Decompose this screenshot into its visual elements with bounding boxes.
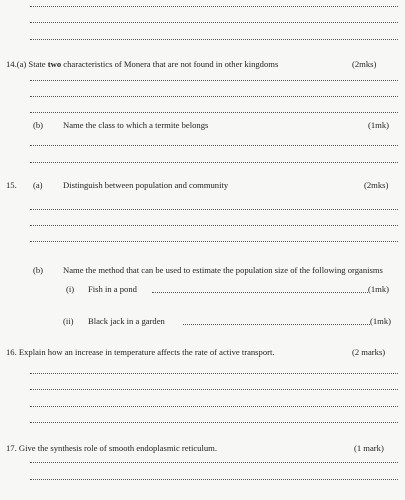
q14a-prefix: 14.(a) State <box>6 59 48 69</box>
q15bi-answer-line[interactable] <box>152 292 368 293</box>
q15-number: 15. <box>6 180 17 190</box>
q15a-label: (a) <box>33 180 43 190</box>
answer-line[interactable] <box>30 209 398 210</box>
answer-line[interactable] <box>30 39 398 40</box>
answer-line[interactable] <box>30 462 398 463</box>
q16-marks: (2 marks) <box>352 347 386 357</box>
q14b-text: Name the class to which a termite belongs <box>63 120 209 130</box>
q17-text: 17. Give the synthesis role of smooth endoplasmic reticulum. <box>6 443 217 453</box>
answer-line[interactable] <box>30 112 398 113</box>
answer-line[interactable] <box>30 6 398 7</box>
answer-line[interactable] <box>30 96 398 97</box>
q15bi-label: (i) <box>66 284 75 294</box>
q15bii-text: Black jack in a garden <box>88 316 165 326</box>
question-14a <box>6 59 278 69</box>
q15bi-text: Fish in a pond <box>88 284 137 294</box>
q15b-label: (b) <box>33 265 44 275</box>
q15bi-marks: (1mk) <box>368 284 390 294</box>
answer-line[interactable] <box>30 241 398 242</box>
q14b-marks: (1mk) <box>368 120 390 130</box>
q15bii-answer-line[interactable] <box>183 324 370 325</box>
answer-line[interactable] <box>30 389 398 390</box>
q15a-marks: (2mks) <box>364 180 389 190</box>
q15b-text: Name the method that can be used to estimate the population size of the following organisms <box>63 265 383 275</box>
q16-text: 16. Explain how an increase in temperature affects the rate of active transport. <box>6 347 275 357</box>
answer-line[interactable] <box>30 145 398 146</box>
q15bii-label: (ii) <box>63 316 74 326</box>
answer-line[interactable] <box>30 225 398 226</box>
q15a-text: Distinguish between population and community <box>63 180 229 190</box>
answer-line[interactable] <box>30 479 398 480</box>
answer-line[interactable] <box>30 406 398 407</box>
answer-line[interactable] <box>30 22 398 23</box>
q14a-text: characteristics of Monera that are not found in other kingdoms <box>61 59 279 69</box>
q17-marks: (1 mark) <box>354 443 384 453</box>
answer-line[interactable] <box>30 373 398 374</box>
q14a-bold: two <box>47 59 62 69</box>
q14b-label: (b) <box>33 120 44 130</box>
q14a-marks: (2mks) <box>352 59 377 69</box>
answer-line[interactable] <box>30 422 398 423</box>
q15bii-marks: (1mk) <box>370 316 392 326</box>
answer-line[interactable] <box>30 80 398 81</box>
answer-line[interactable] <box>30 162 398 163</box>
